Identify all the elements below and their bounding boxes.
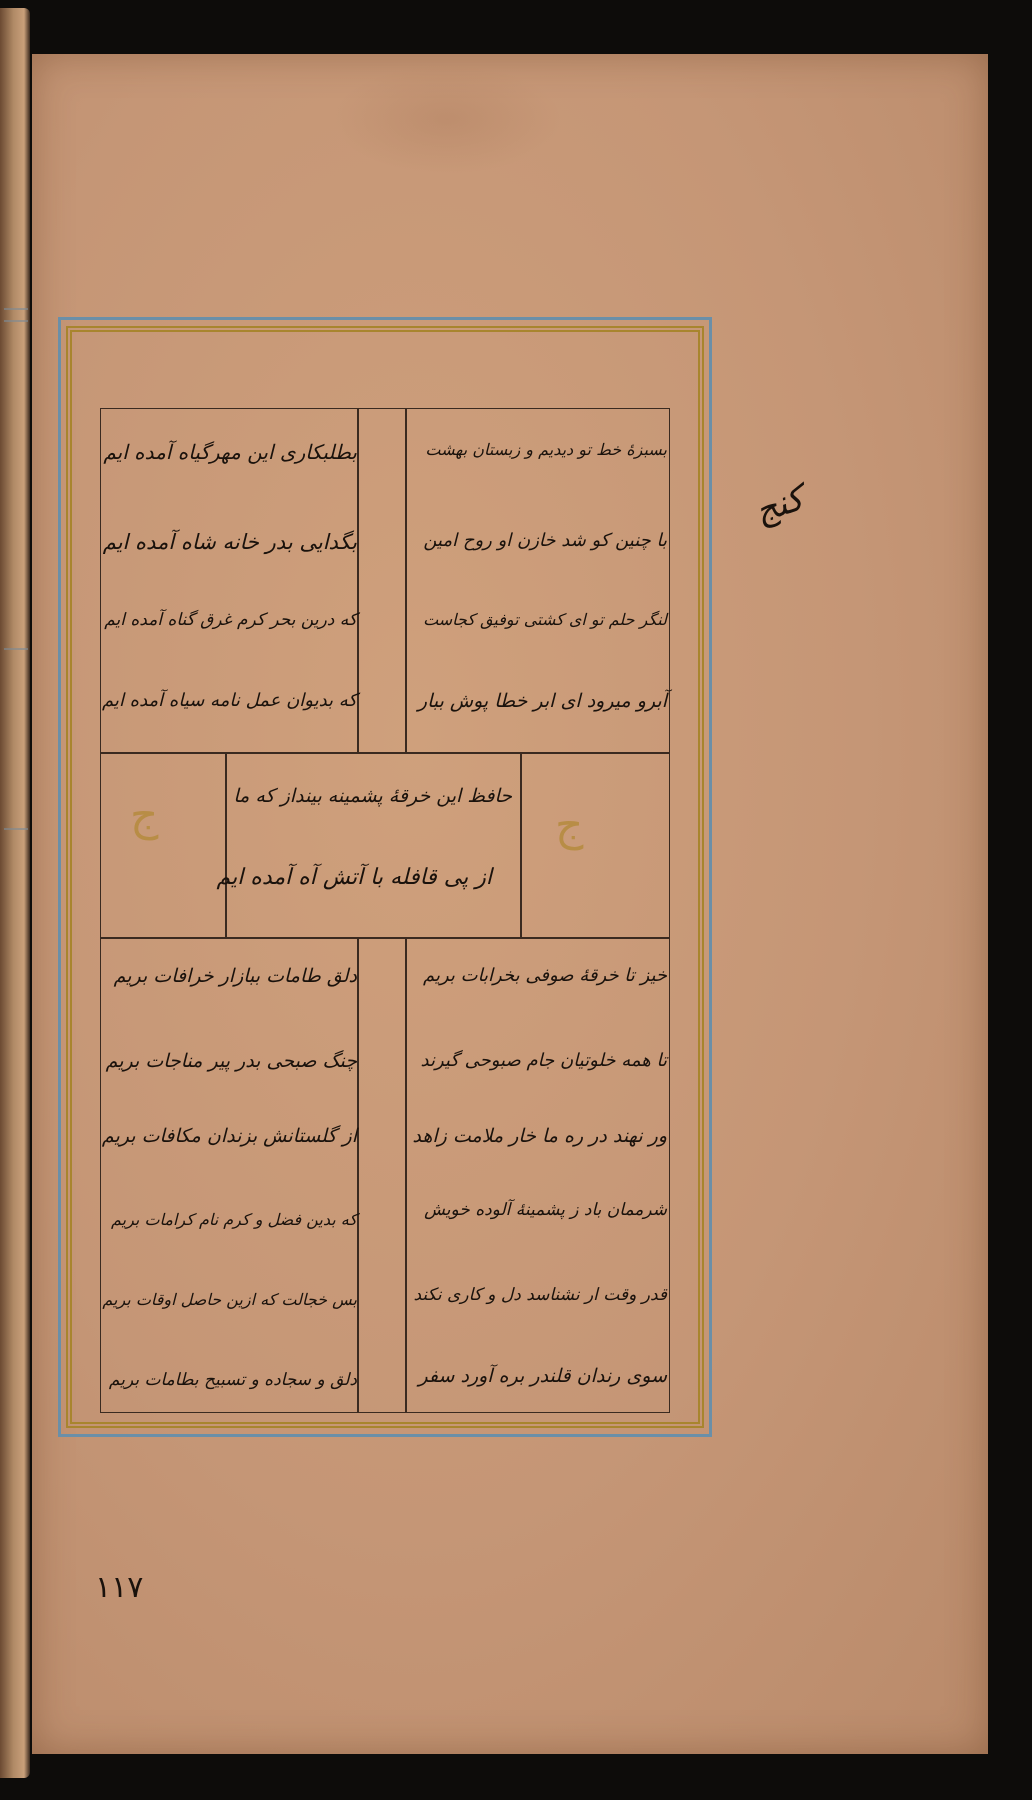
verse-bottom-right-5: قدر وقت ار نشناسد دل و کاری نکند: [413, 1285, 667, 1305]
verse-bottom-left-6: دلق و سجاده و تسبیح بطامات بریم: [108, 1370, 357, 1390]
verse-bottom-left-5: بس خجالت که ازین حاصل اوقات بریم: [102, 1290, 357, 1309]
adjacent-page-edge: [0, 8, 30, 1778]
catchword: کنج: [750, 478, 809, 532]
verse-bottom-right-4: شرممان باد ز پشمینهٔ آلوده خویش: [424, 1200, 667, 1220]
verse-bottom-right-1: خیز تا خرقهٔ صوفی بخرابات بریم: [422, 965, 667, 986]
text-block-frame: [100, 408, 670, 1413]
rule-top-column-2: [405, 408, 407, 752]
verse-bottom-left-3: از گلستانش بزندان مکافات بریم: [101, 1125, 357, 1147]
rule-middle-left: [225, 752, 227, 937]
verse-bottom-left-2: چنگ صبحی بدر پیر مناجات بریم: [105, 1050, 357, 1072]
rule-lower-divider: [100, 937, 670, 939]
illumination-ornament-right: ج: [555, 800, 584, 851]
verse-bottom-left-4: که بدین فضل و کرم نام کرامات بریم: [110, 1210, 357, 1229]
verse-middle-1: حافظ این خرقهٔ پشمینه بینداز که ما: [233, 785, 512, 807]
verse-bottom-right-2: تا همه خلوتیان جام صبوحی گیرند: [420, 1050, 667, 1071]
verse-top-left-1: بطلبکاری این مهرگیاه آمده ایم: [103, 440, 357, 464]
verse-middle-2: از پی قافله با آتش آه آمده ایم: [216, 865, 492, 890]
rule-top-column: [357, 408, 359, 752]
verse-bottom-left-1: دلق طامات ببازار خرافات بریم: [113, 965, 357, 987]
rule-middle-right: [520, 752, 522, 937]
water-stain: [332, 64, 562, 174]
verse-top-right-3: لنگر حلم تو ای کشتی توفیق کجاست: [423, 610, 667, 629]
verse-top-right-1: بسبزهٔ خط تو دیدیم و زبستان بهشت: [425, 440, 667, 459]
rule-bottom-column: [357, 937, 359, 1413]
rule-upper-divider: [100, 752, 670, 754]
verse-top-right-2: با چنین کو شد خازن او روح امین: [423, 530, 667, 551]
verse-bottom-right-3: ور نهند در ره ما خار ملامت زاهد: [412, 1125, 667, 1147]
verse-top-left-2: بگدایی بدر خانه شاه آمده ایم: [102, 530, 357, 554]
folio-number: ۱۱۷: [95, 1570, 144, 1605]
verse-top-right-4: آبرو میرود ای ابر خطا پوش ببار: [417, 690, 667, 712]
verse-top-left-4: که بدیوان عمل نامه سیاه آمده ایم: [101, 690, 357, 711]
verse-bottom-right-6: سوی رندان قلندر بره آورد سفر: [418, 1365, 667, 1387]
rule-bottom-column-2: [405, 937, 407, 1413]
illumination-ornament-left: ج: [130, 790, 159, 841]
verse-top-left-3: که درین بحر کرم غرق گناه آمده ایم: [104, 610, 357, 630]
